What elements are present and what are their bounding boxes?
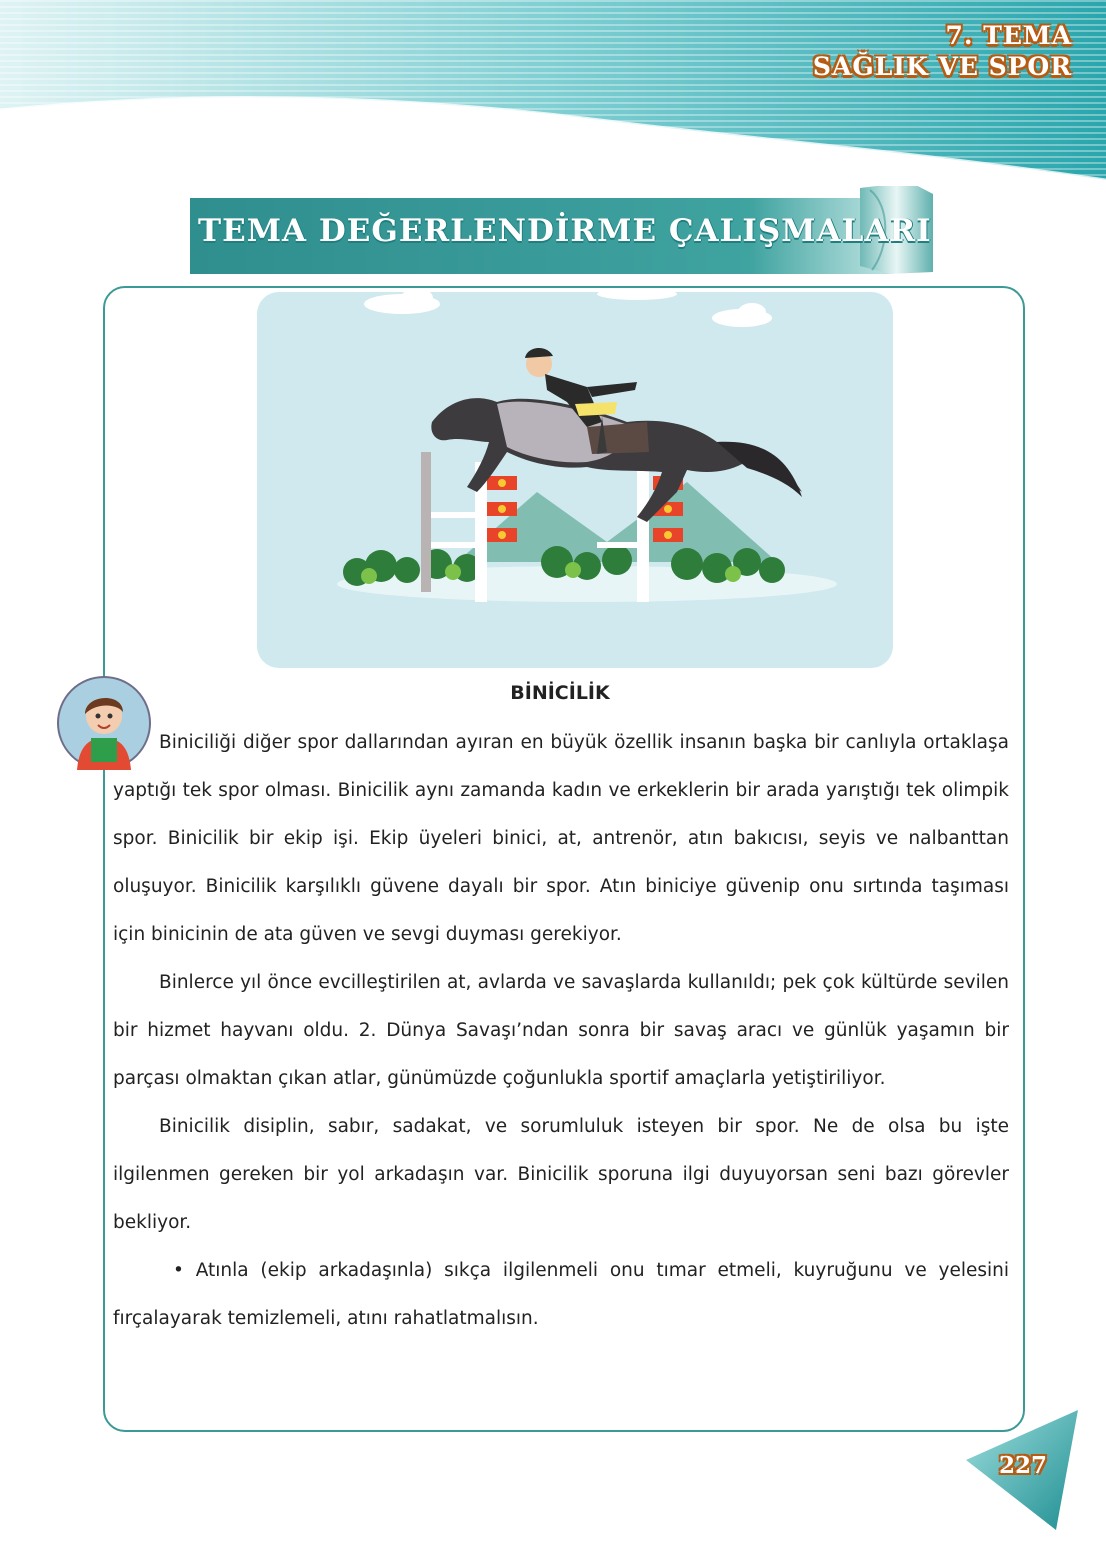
paragraph: Biniciliği diğer spor dallarından ayıran en büyük özellik insanın başka bir canlıyla ortaklaşa yaptığı tek spor olması. Binicilik aynı zamanda kadın ve erkeklerin bir arada yarıştığı tek olimpik spor. Binicilik bir ekip işi. Ekip üyeleri binici, at, antrenör, atın bakıcısı, seyis ve nalbanttan oluşuyor. Binicilik karşılıklı güvene dayalı bir spor. Atın biniciye güvenip onu sırtında taşıması için binicinin de ata güven ve sevgi duyması gerekiyor. [113,732,1009,945]
paragraph: Binlerce yıl önce evcilleştirilen at, avlarda ve savaşlarda kullanıldı; pek çok kültürde sevilen bir hizmet hayvanı oldu. 2. Dünya Savaşı’ndan sonra bir savaş aracı ve günlük yaşamın bir parçası olmaktan çıkan atlar, günümüzde çoğunlukla sportif amaçlarla yetiştiriliyor. [113,972,1009,1089]
story-title: BİNİCİLİK [510,682,610,704]
horse-jumping-illustration [257,292,893,668]
page-title: TEMA DEĞERLENDİRME ÇALIŞMALARI [198,213,932,249]
page-number: 227 [998,1452,1047,1479]
theme-label [813,20,1072,82]
theme-name: SAĞLIK VE SPOR [812,52,1072,81]
paragraph: Binicilik disiplin, sabır, sadakat, ve sorumluluk isteyen bir spor. Ne de olsa bu işte ilgilenmen gereken bir yol arkadaşın var. Binicilik sporuna ilgi duyuyorsan seni bazı görevler bekliyor. [113,1116,1009,1233]
theme-number: 7. TEMA [945,21,1072,50]
bullet-paragraph: • Atınla (ekip arkadaşınla) sıkça ilgilenmeli onu tımar etmeli, kuyruğunu ve yelesini fırçalayarak temizlemeli, atını rahatlatmalısın. [113,1260,1009,1329]
story-body [113,719,1009,1343]
